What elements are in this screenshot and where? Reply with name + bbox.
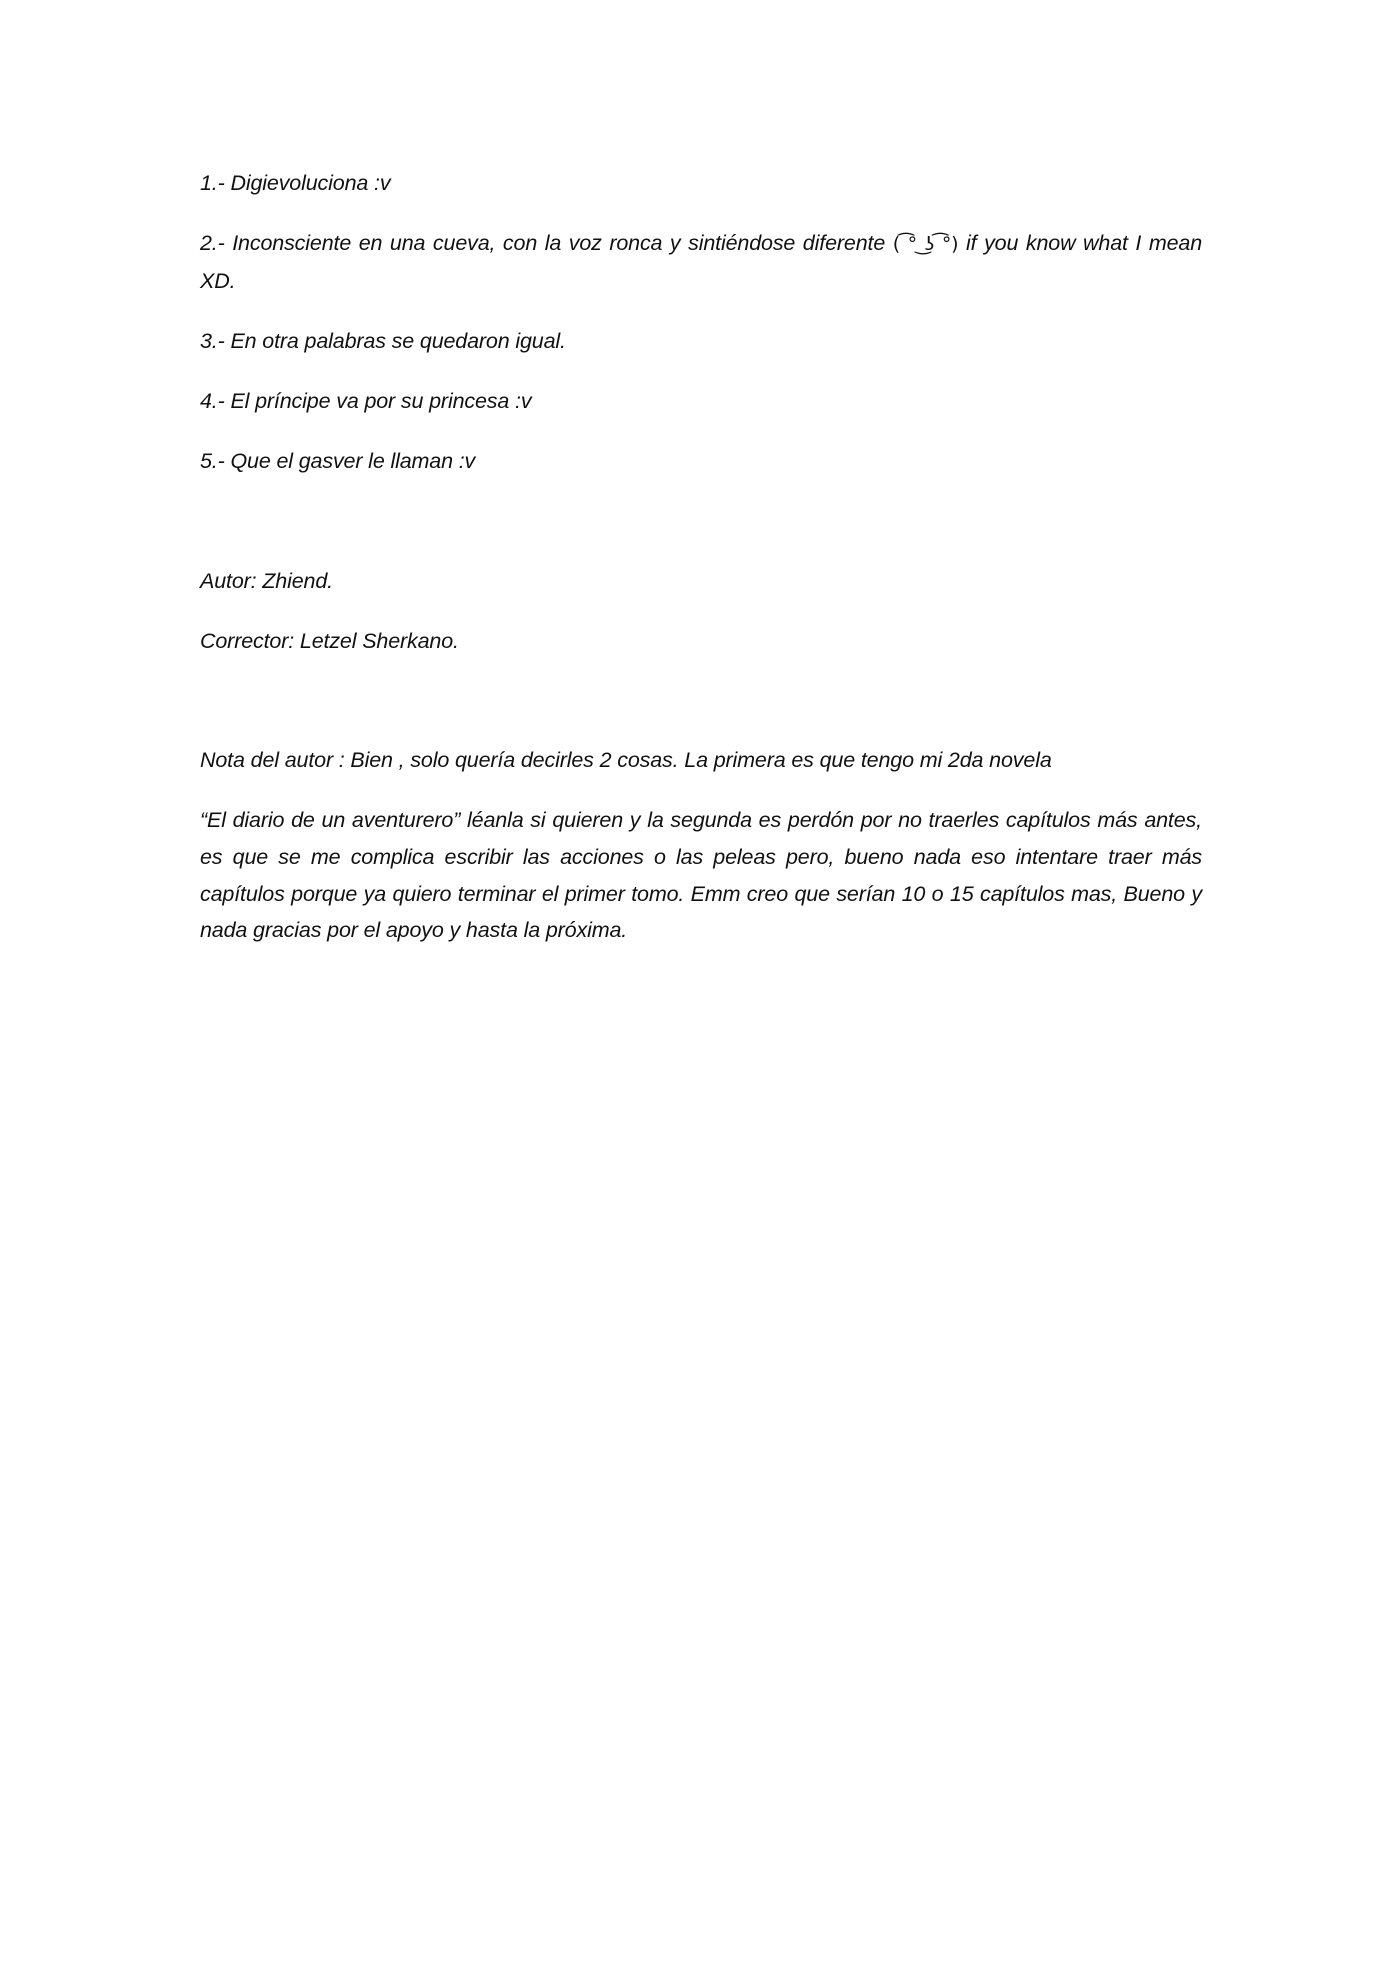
author-note-body: “El diario de un aventurero” léanla si quieren y la segunda es perdón por no traerles capítulos más antes, es que se me complica escribir las acciones o las peleas pero, bueno nada eso intentare traer más capítulos porque ya quiero terminar el primer tomo. Emm creo que serían 10 o 15 capítulos mas, Bueno y nada gracias por el apoyo y hasta la próxima. bbox=[200, 808, 1202, 943]
list-item-2-text: 2.- Inconsciente en una cueva, con la voz ronca y sintiéndose diferente bbox=[200, 230, 886, 255]
lenny-face-emoticon: ( ͡° ͜ʖ ͡°) bbox=[892, 232, 959, 255]
list-item-1: 1.- Digievoluciona :v bbox=[200, 171, 391, 195]
list-item-5: 5.- Que el gasver le llaman :v bbox=[200, 448, 476, 473]
author-credit: Autor: Zhiend. bbox=[200, 568, 333, 593]
list-item-2 bbox=[200, 225, 1202, 299]
page-content bbox=[200, 165, 1202, 972]
blank-line bbox=[200, 503, 1202, 563]
list-item-4: 4.- El príncipe va por su princesa :v bbox=[200, 388, 532, 413]
blank-line bbox=[200, 682, 1202, 742]
list-item-2-tail: if you know what I mean XD. bbox=[200, 230, 1203, 293]
corrector-credit: Corrector: Letzel Sherkano. bbox=[200, 628, 459, 653]
author-note-intro: Nota del autor : Bien , solo quería decirles 2 cosas. La primera es que tengo mi 2da novela bbox=[200, 748, 1052, 773]
list-item-3: 3.- En otra palabras se quedaron igual. bbox=[200, 328, 566, 353]
